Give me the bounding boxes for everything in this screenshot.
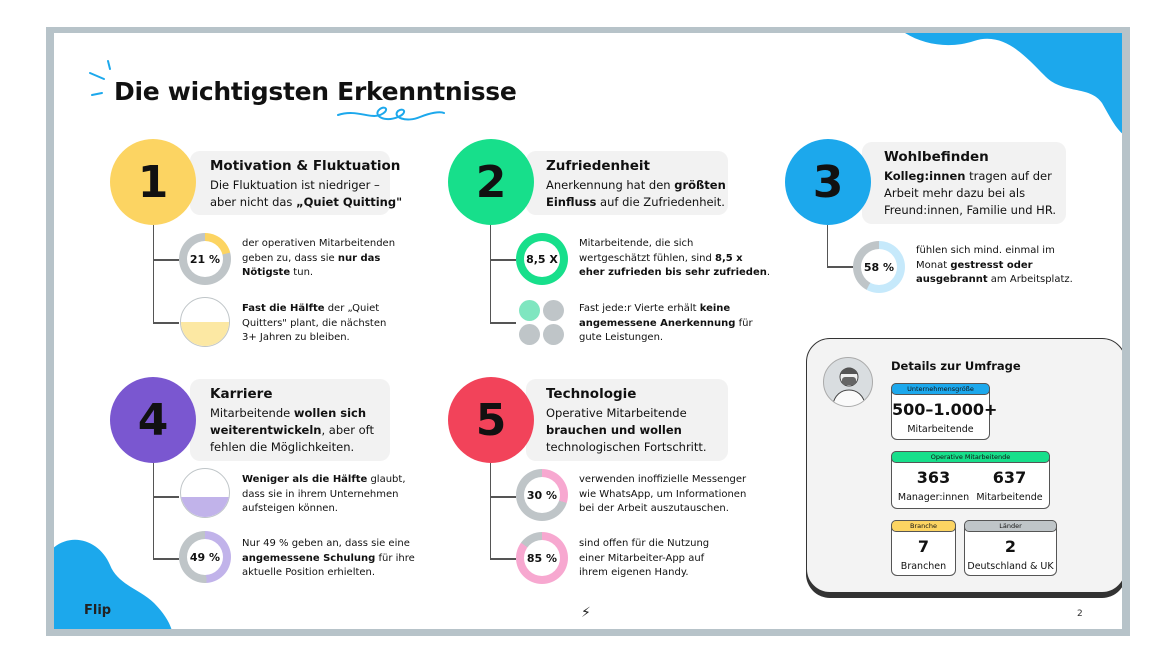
section-4-stat-2-text: Nur 49 % geben an, dass sie eine angemessene Schulung für ihre aktuelle Position erhielten. <box>242 538 415 578</box>
section-2-stat-1-value: 8,5 X <box>524 241 560 277</box>
survey-title: Details zur Umfrage <box>891 359 1021 373</box>
section-5-stat-1-ring <box>516 469 568 521</box>
managers-label: Manager:innen <box>897 492 970 503</box>
section-2-dot-highlight <box>519 300 540 321</box>
section-3-tree-line <box>827 225 828 267</box>
blue-blob-bottom-left <box>54 519 172 629</box>
section-1-text-line-1: Die Fluktuation ist niedriger – <box>210 178 380 192</box>
section-5-stat-2-text: sind offen für die Nutzung einer Mitarbeiter-App auf ihrem eigenen Handy. <box>579 538 710 578</box>
section-1-header <box>190 151 403 215</box>
section-2-tree-line <box>490 225 491 323</box>
operative-tag: Operative Mitarbeitende <box>891 451 1050 463</box>
title-squiggle-icon <box>336 105 446 127</box>
section-4-text-line-3: fehlen die Möglichkeiten. <box>210 440 355 454</box>
section-3-text-line-3: Freund:innen, Familie und HR. <box>884 203 1057 217</box>
section-4-header <box>190 379 390 461</box>
section-2-number: 2 <box>448 139 534 225</box>
section-5-stat-1-text: verwenden inoffizielle Messenger wie WhatsApp, um Informationen bei der Arbeit auszutauschen. <box>579 474 747 514</box>
employees-value: 637 <box>992 468 1027 487</box>
company-size-label: Mitarbeitende <box>907 424 974 435</box>
section-4-text-line-2: weiterentwickeln, aber oft <box>210 423 374 437</box>
avatar <box>823 357 873 407</box>
branche-tag: Branche <box>891 520 956 532</box>
section-3-stat-1-text: fühlen sich mind. einmal im Monat gestresst oder ausgebrannt am Arbeitsplatz. <box>916 245 1073 285</box>
section-4-heading: Karriere <box>210 386 273 402</box>
section-2-branch-1 <box>490 259 516 261</box>
flip-mark-icon: ⚡ <box>581 605 591 621</box>
section-3-heading: Wohlbefinden <box>884 149 989 165</box>
laender-card <box>964 520 1057 576</box>
section-4-stat-1-text: Weniger als die Hälfte glaubt, dass sie in ihrem Unternehmen aufsteigen können. <box>242 474 406 514</box>
section-2-text-line-2: Einfluss auf die Zufriedenheit. <box>546 195 725 209</box>
section-1-stat-2-fill <box>181 322 229 346</box>
section-4-stat-1-fill <box>181 497 229 517</box>
section-5-header <box>526 379 728 461</box>
section-3-text-line-1: Kolleg:innen tragen auf der <box>884 169 1052 183</box>
section-2-stat-1-ring <box>516 233 568 285</box>
section-3-stat-1-ring <box>853 241 905 293</box>
section-1-branch-2 <box>153 322 179 324</box>
section-1-heading: Motivation & Fluktuation <box>210 158 401 174</box>
section-5-branch-1 <box>490 496 516 498</box>
blue-blob-top-right <box>902 33 1122 135</box>
section-4-branch-1 <box>153 496 179 498</box>
section-2-stat-1-text: Mitarbeitende, die sich wertgeschätzt fühlen, sind 8,5 x eher zufrieden bis sehr zufrieden. <box>579 238 771 278</box>
section-2-dot <box>519 324 540 345</box>
section-2-branch-2 <box>490 322 516 324</box>
section-1-tree-line <box>153 225 154 323</box>
section-5-text-line-3: technologischen Fortschritt. <box>546 440 707 454</box>
section-3-branch-1 <box>827 266 853 268</box>
section-3-number: 3 <box>785 139 871 225</box>
section-2-header <box>526 151 728 215</box>
flip-logo: Flip <box>84 603 112 618</box>
section-5-number: 5 <box>448 377 534 463</box>
page-number: 2 <box>1077 609 1083 619</box>
survey-details-card <box>806 338 1122 593</box>
section-3-text-line-2: Arbeit mehr dazu bei als <box>884 186 1026 200</box>
section-1-stat-2-half-circle <box>180 297 230 347</box>
laender-value: 2 <box>1004 537 1017 556</box>
section-1-stat-2-text: Fast die Hälfte der „Quiet Quitters" plant, die nächsten 3+ Jahren zu bleiben. <box>242 303 387 343</box>
section-4-tree-line <box>153 463 154 559</box>
section-3-stat-1-value: 58 % <box>861 249 897 285</box>
section-2-dot <box>543 300 564 321</box>
section-2-dot <box>543 324 564 345</box>
section-5-stat-2-value: 85 % <box>524 540 560 576</box>
branche-label: Branchen <box>900 561 947 572</box>
section-5-text-line-1: Operative Mitarbeitende <box>546 406 687 420</box>
section-5-stat-2-ring <box>516 532 568 584</box>
company-size-card <box>891 383 998 440</box>
section-5-branch-2 <box>490 558 516 560</box>
section-5-stat-1-value: 30 % <box>524 477 560 513</box>
section-2-text-line-1: Anerkennung hat den größten <box>546 178 726 192</box>
section-3-header <box>862 142 1066 224</box>
section-5-tree-line <box>490 463 491 559</box>
section-2-heading: Zufriedenheit <box>546 158 650 174</box>
managers-value: 363 <box>916 468 951 487</box>
company-size-tag: Unternehmensgröße <box>891 383 990 395</box>
section-4-number: 4 <box>110 377 196 463</box>
branche-value: 7 <box>917 537 930 556</box>
section-1-stat-1-value: 21 % <box>187 241 223 277</box>
section-1-stat-1-text: der operativen Mitarbeitenden geben zu, dass sie nur das Nötigste tun. <box>242 238 396 278</box>
company-size-value: 500–1.000+ <box>892 400 998 419</box>
branche-card <box>891 520 956 576</box>
section-4-stat-2-value: 49 % <box>187 539 223 575</box>
section-1-branch-1 <box>153 259 179 261</box>
title-accent-icon <box>86 59 116 99</box>
section-5-text-line-2: brauchen und wollen <box>546 423 682 437</box>
laender-label: Deutschland & UK <box>967 561 1054 572</box>
slide <box>54 33 1122 629</box>
section-4-branch-2 <box>153 558 179 560</box>
section-5-heading: Technologie <box>546 386 637 402</box>
laender-tag: Länder <box>964 520 1057 532</box>
section-2-stat-2-text: Fast jede:r Vierte erhält keine angemessene Anerkennung für gute Leistungen. <box>579 303 753 343</box>
section-1-number: 1 <box>110 139 196 225</box>
employees-label: Mitarbeitende <box>976 492 1043 503</box>
operative-card <box>891 451 1050 509</box>
section-1-stat-1-ring <box>179 233 231 285</box>
section-4-stat-1-half-circle <box>180 468 230 518</box>
page-title: Die wichtigsten Erkenntnisse <box>114 77 517 106</box>
section-1-text-line-2: aber nicht das „Quiet Quitting" <box>210 195 403 209</box>
section-4-stat-2-ring <box>179 531 231 583</box>
section-4-text-line-1: Mitarbeitende wollen sich <box>210 406 367 420</box>
